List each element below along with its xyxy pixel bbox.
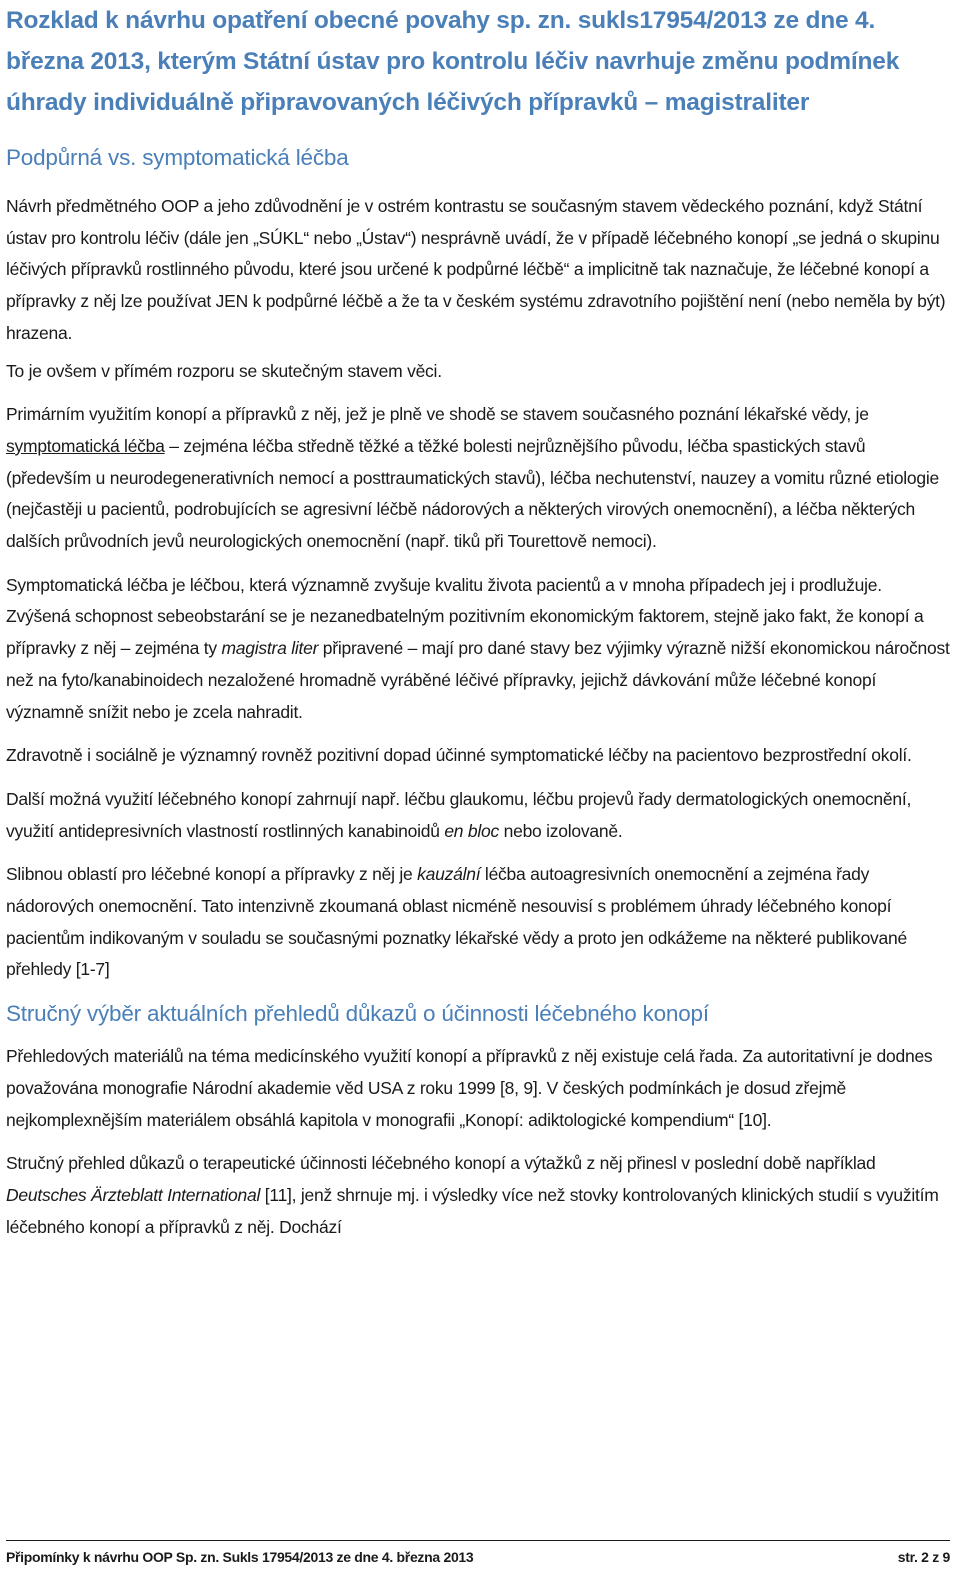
italic-term: magistra liter [221, 638, 319, 659]
paragraph [6, 570, 950, 729]
paragraph-text: Další možná využití léčebného konopí zahrnují např. léčbu glaukomu, léčbu projevů řady dermatologických onemocnění, využití antidepresivních vlastností rostlinných kanabinoidů [6, 788, 912, 841]
paragraph [6, 1148, 950, 1243]
underlined-term: symptomatická léčba [6, 435, 165, 456]
paragraph-text: Symptomatická léčba je léčbou, která významně zvyšuje kvalitu života pacientů a v mnoha případech jej i prodlužuje. Zvýšená schopnost sebeobstarání se je nezanedbatelným pozitivním ekonomickým faktorem, stejně jako fakt, že konopí a přípravky z něj – zejména ty [6, 574, 924, 659]
paragraph-text: připravené – mají pro dané stavy bez výjimky výrazně nižší ekonomickou náročnost než na fyto/kanabinoidech nezaložené hromadně vyráběné léčivé přípravky, jejichž dávkování může léčebné konopí významně snížit nebo je zcela nahradit. [6, 638, 950, 722]
paragraph: Návrh předmětného OOP a jeho zdůvodnění je v ostrém kontrastu se současným stavem vědeckého poznání, když Státní ústav pro kontrolu léčiv (dále jen „SÚKL“ nebo „Ústav“) nesprávně uvádí, že v případě léčebného konopí „se jedná o skupinu léčivých přípravků rostlinného původu, které jsou určené k podpůrné léčbě“ a implicitně tak naznačuje, že léčebné konopí a přípravky z něj lze používat JEN k podpůrné léčbě a že ta v českém systému zdravotního pojištění není (nebo neměla by být) hrazena. [6, 196, 946, 343]
paragraph-text: Stručný přehled důkazů o terapeutické účinnosti léčebného konopí a výtažků z něj přinesl v poslední době například [6, 1153, 876, 1174]
italic-term: kauzální [417, 864, 481, 885]
paragraph-text: Slibnou oblastí pro léčebné konopí a přípravky z něj je [6, 864, 418, 885]
italic-journal-name: Deutsches Ärzteblatt International [6, 1184, 261, 1205]
paragraph [6, 399, 950, 558]
paragraph-text: – zejména léčba středně těžké a těžké bolesti nejrůznějšího původu, léčba spastických stavů (především u neurodegenerativních nemocí a posttraumatických stavů), léčba nechutenství, nauzey a vomitu různé etiologie (nejčastěji u pacientů, podrobujících se agresivní léčbě nádorových a některých virových onemocnění), a léčba některých dalších průvodních jevů neurologických onemocnění (např. tiků při Tourettově nemoci). [6, 435, 940, 552]
paragraph: Přehledových materiálů na téma medicínského využití konopí a přípravků z něj existuje celá řada. Za autoritativní je dodnes považována monografie Národní akademie věd USA z roku 1999 [8, 9]. V českých podmínkách je dosud zřejmě nejkomplexnějším materiálem obsáhlá kapitola v monografii „Konopí: adiktologické kompendium“ [10]. [6, 1046, 933, 1130]
paragraph: To je ovšem v přímém rozporu se skutečným stavem věci. [6, 360, 442, 381]
paragraph [6, 859, 950, 986]
document-title: Rozklad k návrhu opatření obecné povahy sp. zn. sukls17954/2013 ze dne 4. března 2013, kterým Státní ústav pro kontrolu léčiv navrhuje změnu podmínek úhrady individuálně připravovaných léčivých přípravků – magistraliter [6, 7, 900, 116]
paragraph-text: nebo izolovaně. [499, 820, 623, 841]
paragraph-text: [11], jenž shrnuje mj. i výsledky více než stovky kontrolovaných klinických studií s využitím léčebného konopí a přípravků z něj. Dochází [6, 1184, 939, 1237]
section-heading-evidence-overview: Stručný výběr aktuálních přehledů důkazů o účinnosti léčebného konopí [6, 1001, 709, 1027]
paragraph [6, 784, 950, 847]
italic-term: en bloc [444, 820, 499, 841]
footer-page-number: str. 2 z 9 [897, 1549, 950, 1565]
section-heading-supportive-vs-symptomatic: Podpůrná vs. symptomatická léčba [6, 145, 349, 170]
footer-divider [6, 1540, 950, 1541]
paragraph-text: léčba autoagresivních onemocnění a zejména řady nádorových onemocnění. Tato intenzivně zkoumaná oblast nicméně nesouvisí s problémem úhrady léčebného konopí pacientům indikovaným v souladu se současnými poznatky lékařské vědy a proto jen odkážeme na některé publikované přehledy [1-7] [6, 864, 907, 980]
paragraph: Zdravotně i sociálně je významný rovněž pozitivní dopad účinné symptomatické léčby na pacientovo bezprostřední okolí. [6, 745, 912, 766]
document-page [6, 0, 950, 1243]
page-footer [6, 1540, 950, 1565]
footer-row [6, 1549, 950, 1565]
footer-document-reference: Připomínky k návrhu OOP Sp. zn. Sukls 17954/2013 ze dne 4. března 2013 [6, 1549, 474, 1565]
paragraph-text: Primárním využitím konopí a přípravků z něj, jež je plně ve shodě se stavem současného poznání lékařské vědy, je [6, 404, 869, 425]
